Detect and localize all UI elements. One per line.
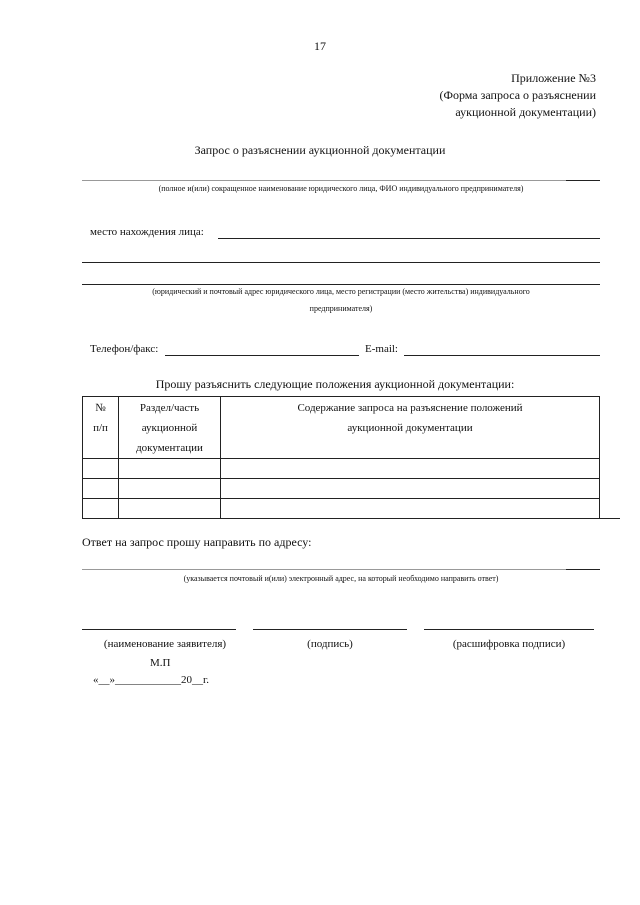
location-field-line[interactable]: [218, 238, 600, 239]
header-content: [221, 397, 600, 459]
appendix-line-1: Приложение №3: [511, 71, 596, 85]
appendix-line-3: аукционной документации): [455, 105, 596, 119]
name-caption: (полное и(или) сокращенное наименование юридического лица, ФИО индивидуального предпринимателя): [158, 184, 524, 193]
applicant-caption: (наименование заявителя): [103, 638, 227, 650]
answer-field-line-end: [566, 569, 600, 570]
table-cell[interactable]: [221, 459, 600, 479]
document-title: Запрос о разъяснении аукционной документации: [194, 143, 446, 157]
address-caption-2: предпринимателя): [309, 304, 373, 313]
date-field[interactable]: «__»____________20__г.: [93, 674, 210, 686]
decode-field-line[interactable]: [424, 629, 594, 630]
name-field-line-end: [566, 180, 600, 181]
header-section-line-1: Раздел/часть: [139, 402, 200, 414]
header-content-line-1: Содержание запроса на разъяснение положений: [297, 402, 523, 414]
decode-caption: (расшифровка подписи): [452, 638, 566, 650]
location-label: место нахождения лица:: [90, 226, 204, 238]
page-number: 17: [314, 39, 326, 53]
address-caption-1: (юридический и почтовый адрес юридического лица, место регистрации (место жительства) индивидуального: [152, 287, 530, 296]
header-content-line-2: аукционной документации: [347, 422, 473, 434]
appendix-note: [440, 70, 597, 121]
table-cell[interactable]: [119, 479, 221, 499]
header-section: [119, 397, 221, 459]
header-section-line-3: документации: [136, 442, 203, 454]
request-table: [82, 396, 600, 519]
signature-field-line[interactable]: [253, 629, 407, 630]
header-num: [83, 397, 119, 459]
table-row: [83, 459, 600, 479]
answer-caption: (указывается почтовый и(или) электронный адрес, на который необходимо направить ответ): [183, 574, 499, 583]
email-label: E-mail:: [365, 343, 398, 355]
phone-label: Телефон/факс:: [90, 343, 159, 355]
table-cell[interactable]: [221, 479, 600, 499]
answer-label: Ответ на запрос прошу направить по адресу:: [82, 535, 312, 549]
stamp-mark: М.П: [150, 657, 171, 669]
name-field-line[interactable]: [82, 180, 600, 181]
header-num-line-1: №: [95, 402, 106, 414]
table-cell[interactable]: [83, 479, 119, 499]
email-field-line[interactable]: [404, 355, 600, 356]
table-cell[interactable]: [83, 499, 119, 519]
applicant-field-line[interactable]: [82, 629, 236, 630]
table-row: [83, 499, 600, 519]
header-num-line-2: п/п: [93, 422, 108, 434]
table-cell[interactable]: [119, 499, 221, 519]
phone-field-line[interactable]: [165, 355, 359, 356]
address-field-line-1[interactable]: [82, 262, 600, 263]
header-section-line-2: аукционной: [141, 422, 198, 434]
signature-caption: (подпись): [307, 638, 353, 650]
answer-field-line[interactable]: [82, 569, 600, 570]
appendix-line-2: (Форма запроса о разъяснении: [439, 88, 596, 102]
table-cell[interactable]: [83, 459, 119, 479]
table-cell[interactable]: [119, 459, 221, 479]
address-field-line-2[interactable]: [82, 284, 600, 285]
table-row: [83, 479, 600, 499]
table-cell[interactable]: [221, 499, 600, 519]
table-tail-line: [594, 518, 620, 519]
table-header-row: [83, 397, 600, 459]
request-intro: Прошу разъяснить следующие положения аукционной документации:: [155, 377, 515, 391]
